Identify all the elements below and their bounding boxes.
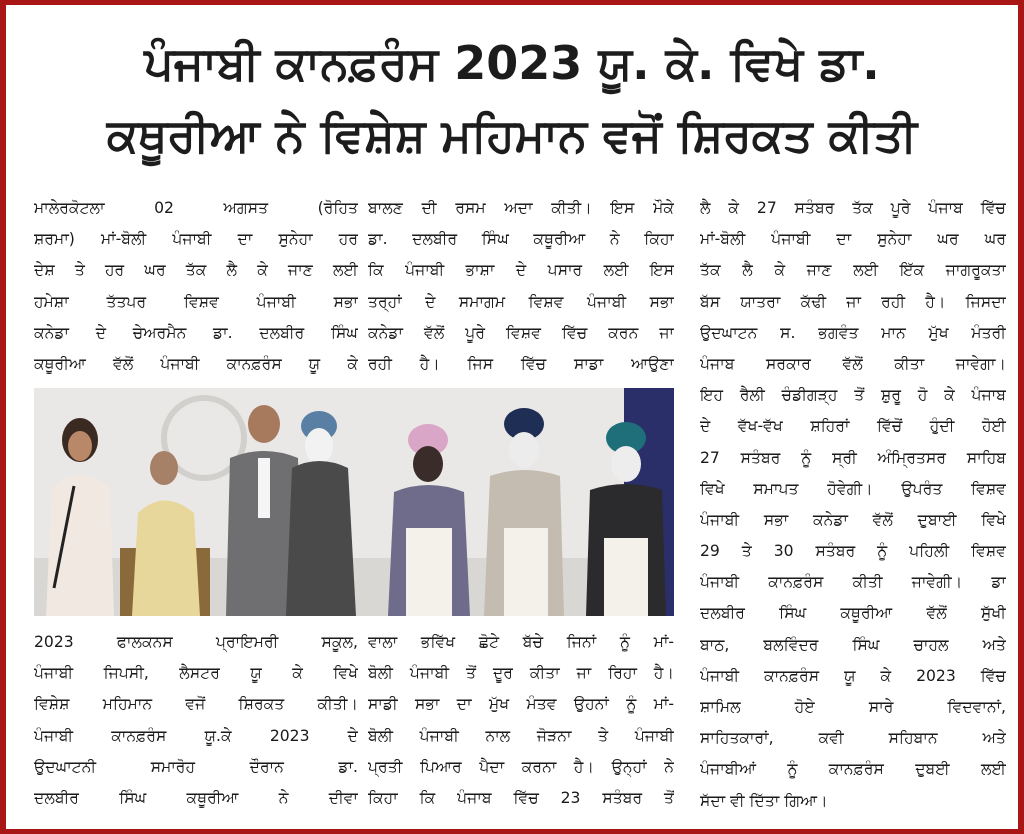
text-line: ਬੋਲੀ ਪੰਜਾਬੀ ਨਾਲ ਜੋੜਨਾ ਤੇ ਪੰਜਾਬੀ <box>368 726 674 745</box>
text-line: ਪੰਜਾਬੀ ਸਭਾ ਕਨੇਡਾ ਵੱਲੋਂ ਦੁਬਾਈ ਵਿਖੇ <box>700 510 1006 529</box>
text-line: ਕਨੇਡਾ ਵੱਲੋਂ ਪੂਰੇ ਵਿਸ਼ਵ ਵਿੱਚ ਕਰਨ ਜਾ <box>368 323 674 342</box>
text-line: ਪੰਜਾਬੀ ਕਾਨਫ਼ਰੰਸ ਯੂ ਕੇ 2023 ਵਿੱਚ <box>700 666 1006 685</box>
text-line: ਸ਼ਰਮਾ) ਮਾਂ-ਬੋਲੀ ਪੰਜਾਬੀ ਦਾ ਸੁਨੇਹਾ ਹਰ <box>34 230 358 249</box>
column-3 <box>700 193 1006 817</box>
text-line: ਪੰਜਾਬ ਸਰਕਾਰ ਵੱਲੋਂ ਕੀਤਾ ਜਾਵੇਗਾ। <box>700 354 1006 373</box>
column-1-top <box>34 193 358 380</box>
text-line: ਉਦਘਾਟਨੀ ਸਮਾਰੋਹ ਦੌਰਾਨ ਡਾ. <box>34 757 358 776</box>
event-photo-illustration <box>34 388 674 616</box>
text-line: ਤੱਕ ਲੈ ਕੇ ਜਾਣ ਲਈ ਇੱਕ ਜਾਗਰੂਕਤਾ <box>700 261 1006 280</box>
text-line: ਡਾ. ਦਲਬੀਰ ਸਿੰਘ ਕਥੂਰੀਆ ਨੇ ਕਿਹਾ <box>368 230 674 249</box>
text-line: ਸ਼ਾਮਿਲ ਹੋਏ ਸਾਰੇ ਵਿਦਵਾਨਾਂ, <box>700 698 1006 716</box>
news-clipping <box>6 5 1018 829</box>
text-line: ਦਲਬੀਰ ਸਿੰਘ ਕਥੂਰੀਆ ਵੱਲੋਂ ਸੁੱਖੀ <box>700 604 1006 623</box>
text-line: ਪੰਜਾਬੀਆਂ ਨੂੰ ਕਾਨਫ਼ਰੰਸ ਦੁਬਈ ਲਈ <box>700 760 1006 779</box>
headline-line-2: ਕਥੂਰੀਆ ਨੇ ਵਿਸ਼ੇਸ਼ ਮਹਿਮਾਨ ਵਜੋਂ ਸ਼ਿਰਕਤ ਕੀਤੀ <box>106 108 918 162</box>
text-line: ਸਾਡੀ ਸਭਾ ਦਾ ਮੁੱਖ ਮੰਤਵ ਉਹਨਾਂ ਨੂੰ ਮਾਂ- <box>368 695 674 714</box>
text-line: ਕਿ ਪੰਜਾਬੀ ਭਾਸ਼ਾ ਦੇ ਪਸਾਰ ਲਈ ਇਸ <box>368 261 674 280</box>
column-1-bottom <box>34 627 358 814</box>
text-line: ਕਨੇਡਾ ਦੇ ਚੇਅਰਮੈਨ ਡਾ. ਦਲਬੀਰ ਸਿੰਘ <box>34 323 358 342</box>
text-line: 2023 ਫਾਲਕਨਸ ਪ੍ਰਾਇਮਰੀ ਸਕੂਲ, <box>34 633 358 651</box>
text-line: ਉਦਘਾਟਨ ਸ. ਭਗਵੰਤ ਮਾਨ ਮੁੱਖ ਮੰਤਰੀ <box>700 323 1006 342</box>
text-line: 27 ਸਤੰਬਰ ਨੂੰ ਸ੍ਰੀ ਅੰਮ੍ਰਿਤਸਰ ਸਾਹਿਬ <box>700 448 1006 467</box>
text-line: ਸੱਦਾ ਵੀ ਦਿੱਤਾ ਗਿਆ। <box>700 791 828 810</box>
text-line: ਤਰ੍ਹਾਂ ਦੇ ਸਮਾਗਮ ਵਿਸ਼ਵ ਪੰਜਾਬੀ ਸਭਾ <box>368 292 674 311</box>
text-line: ਪ੍ਰਤੀ ਪਿਆਰ ਪੈਦਾ ਕਰਨਾ ਹੈ। ਉਨ੍ਹਾਂ ਨੇ <box>368 757 674 776</box>
text-line: ਇਹ ਰੈਲੀ ਚੰਡੀਗੜ੍ਹ ਤੋਂ ਸ਼ੁਰੂ ਹੋ ਕੇ ਪੰਜਾਬ <box>700 386 1006 405</box>
text-line: 29 ਤੇ 30 ਸਤੰਬਰ ਨੂੰ ਪਹਿਲੀ ਵਿਸ਼ਵ <box>700 542 1006 561</box>
column-2-top <box>368 193 674 380</box>
text-line: ਰਹੀ ਹੈ। ਜਿਸ ਵਿੱਚ ਸਾਡਾ ਆਉਣਾ <box>368 354 674 373</box>
text-line: ਲੈ ਕੇ 27 ਸਤੰਬਰ ਤੱਕ ਪੂਰੇ ਪੰਜਾਬ ਵਿੱਚ <box>700 199 1006 217</box>
text-line: ਬੋਲੀ ਪੰਜਾਬੀ ਤੋਂ ਦੂਰ ਕੀਤਾ ਜਾ ਰਿਹਾ ਹੈ। <box>368 664 674 683</box>
text-line: ਕਥੂਰੀਆ ਵੱਲੋਂ ਪੰਜਾਬੀ ਕਾਨਫ਼ਰੰਸ ਯੂ ਕੇ <box>34 354 358 373</box>
text-line: ਕਿਹਾ ਕਿ ਪੰਜਾਬ ਵਿੱਚ 23 ਸਤੰਬਰ ਤੋਂ <box>368 788 674 807</box>
column-2-bottom <box>368 627 674 814</box>
text-line: ਵਿਸ਼ੇਸ਼ ਮਹਿਮਾਨ ਵਜੋਂ ਸ਼ਿਰਕਤ ਕੀਤੀ। <box>34 695 358 714</box>
text-line: ਮਾਂ-ਬੋਲੀ ਪੰਜਾਬੀ ਦਾ ਸੁਨੇਹਾ ਘਰ ਘਰ <box>700 230 1006 249</box>
text-line: ਵਾਲਾ ਭਵਿੱਖ ਛੋਟੇ ਬੱਚੇ ਜਿਨਾਂ ਨੂੰ ਮਾਂ- <box>368 633 674 651</box>
text-line: ਦੇਸ਼ ਤੇ ਹਰ ਘਰ ਤੱਕ ਲੈ ਕੇ ਜਾਣ ਲਈ <box>34 261 358 280</box>
text-line: ਸਾਹਿਤਕਾਰਾਂ, ਕਵੀ ਸਹਿਬਾਨ ਅਤੇ <box>700 729 1006 748</box>
headline-line-1: ਪੰਜਾਬੀ ਕਾਨਫ਼ਰੰਸ 2023 ਯੂ. ਕੇ. ਵਿਖੇ ਡਾ. <box>144 36 880 90</box>
text-line: ਦੇ ਵੱਖ-ਵੱਖ ਸ਼ਹਿਰਾਂ ਵਿੱਚੋਂ ਹੁੰਦੀ ਹੋਈ <box>700 417 1006 436</box>
text-line: ਬਾਠ, ਬਲਵਿੰਦਰ ਸਿੰਘ ਚਾਹਲ ਅਤੇ <box>700 635 1006 654</box>
text-line: ਪੰਜਾਬੀ ਕਾਨਫ਼ਰੰਸ ਯੂ.ਕੇ 2023 ਦੇ <box>34 726 358 745</box>
text-line: ਮਾਲੇਰਕੋਟਲਾ 02 ਅਗਸਤ (ਰੋਹਿਤ <box>34 199 358 217</box>
text-line: ਪੰਜਾਬੀ ਕਾਨਫ਼ਰੰਸ ਕੀਤੀ ਜਾਵੇਗੀ। ਡਾ <box>700 573 1006 592</box>
text-line: ਦਲਬੀਰ ਸਿੰਘ ਕਥੂਰੀਆ ਨੇ ਦੀਵਾ <box>34 788 358 807</box>
text-line: ਪੰਜਾਬੀ ਜਿਪਸੀ, ਲੈਸਟਰ ਯੂ ਕੇ ਵਿਖੇ <box>34 664 358 683</box>
text-line: ਬਾਲਣ ਦੀ ਰਸਮ ਅਦਾ ਕੀਤੀ। ਇਸ ਮੌਕੇ <box>368 199 674 217</box>
text-line: ਹਮੇਸ਼ਾ ਤੱਤਪਰ ਵਿਸ਼ਵ ਪੰਜਾਬੀ ਸਭਾ <box>34 292 358 311</box>
text-line: ਬੱਸ ਯਾਤਰਾ ਕੱਢੀ ਜਾ ਰਹੀ ਹੈ। ਜਿਸਦਾ <box>700 292 1006 311</box>
text-line: ਵਿਖੇ ਸਮਾਪਤ ਹੋਵੇਗੀ। ਉਪਰੰਤ ਵਿਸ਼ਵ <box>700 479 1006 498</box>
event-photo <box>34 388 674 616</box>
